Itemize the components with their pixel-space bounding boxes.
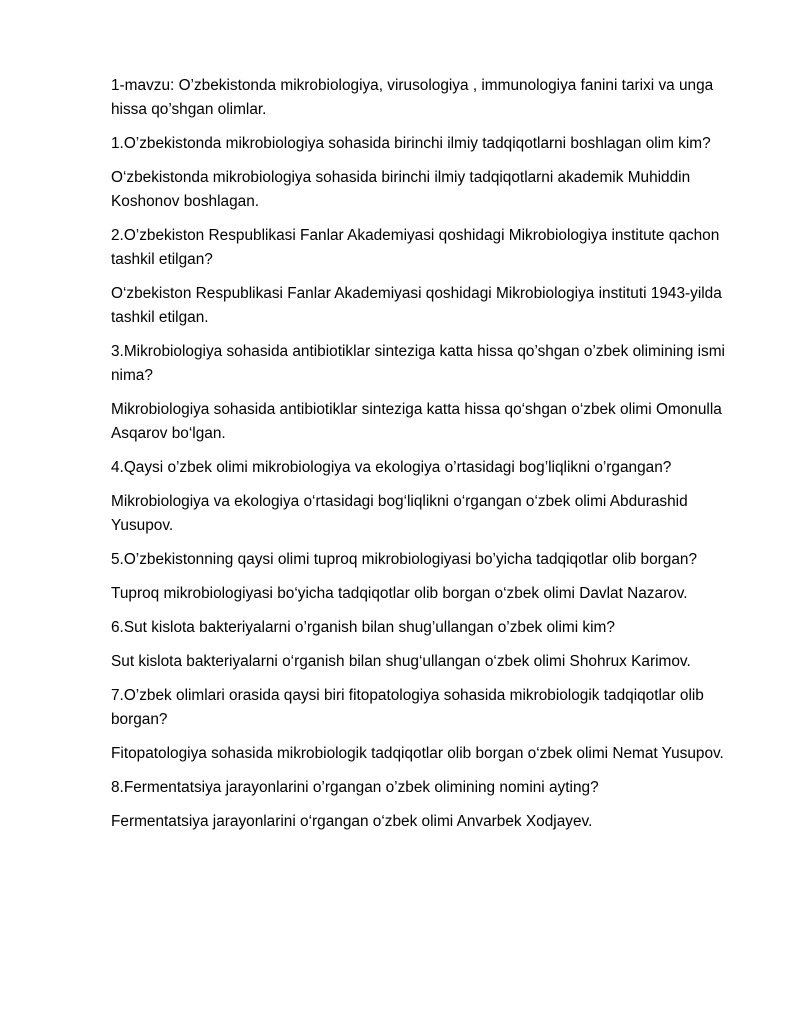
document-page	[111, 74, 751, 844]
answer-2: O‘zbekiston Respublikasi Fanlar Akademiyasi qoshidagi Mikrobiologiya instituti 1943-yilda tashkil etilgan.	[111, 285, 722, 326]
answer-4: Mikrobiologiya va ekologiya o‘rtasidagi bog‘liqlikni o‘rgangan o‘zbek olimi Abdurashid Yusupov.	[111, 493, 688, 534]
answer-7: Fitopatologiya sohasida mikrobiologik tadqiqotlar olib borgan o‘zbek olimi Nemat Yusupov.	[111, 745, 724, 762]
question-2: 2.O’zbekiston Respublikasi Fanlar Akademiyasi qoshidagi Mikrobiologiya institute qachon tashkil etilgan?	[111, 227, 720, 268]
question-5: 5.O’zbekistonning qaysi olimi tuproq mikrobiologiyasi bo’yicha tadqiqotlar olib borgan?	[111, 551, 698, 568]
answer-5: Tuproq mikrobiologiyasi bo‘yicha tadqiqotlar olib borgan o‘zbek olimi Davlat Nazarov.	[111, 585, 688, 602]
question-8: 8.Fermentatsiya jarayonlarini o’rgangan o’zbek olimining nomini ayting?	[111, 779, 599, 796]
question-1: 1.O’zbekistonda mikrobiologiya sohasida birinchi ilmiy tadqiqotlarni boshlagan olim kim?	[111, 135, 711, 152]
question-3: 3.Mikrobiologiya sohasida antibiotiklar sinteziga katta hissa qo’shgan o’zbek olimining ismi nima?	[111, 343, 725, 384]
question-6: 6.Sut kislota bakteriyalarni o’rganish bilan shug’ullangan o’zbek olimi kim?	[111, 619, 615, 636]
answer-1: O‘zbekistonda mikrobiologiya sohasida birinchi ilmiy tadqiqotlarni akademik Muhiddin Koshonov boshlagan.	[111, 169, 691, 210]
answer-3: Mikrobiologiya sohasida antibiotiklar sinteziga katta hissa qo‘shgan o‘zbek olimi Omonulla Asqarov bo‘lgan.	[111, 401, 722, 442]
answer-8: Fermentatsiya jarayonlarini o‘rgangan o‘zbek olimi Anvarbek Xodjayev.	[111, 813, 593, 830]
question-7: 7.O’zbek olimlari orasida qaysi biri fitopatologiya sohasida mikrobiologik tadqiqotlar olib borgan?	[111, 687, 704, 728]
answer-6: Sut kislota bakteriyalarni o‘rganish bilan shug‘ullangan o‘zbek olimi Shohrux Karimov.	[111, 653, 691, 670]
question-4: 4.Qaysi o’zbek olimi mikrobiologiya va ekologiya o’rtasidagi bog’liqlikni o’rgangan?	[111, 459, 672, 476]
document-title: 1-mavzu: O’zbekistonda mikrobiologiya, virusologiya , immunologiya fanini tarixi va unga hissa qo’shgan olimlar.	[111, 77, 714, 118]
